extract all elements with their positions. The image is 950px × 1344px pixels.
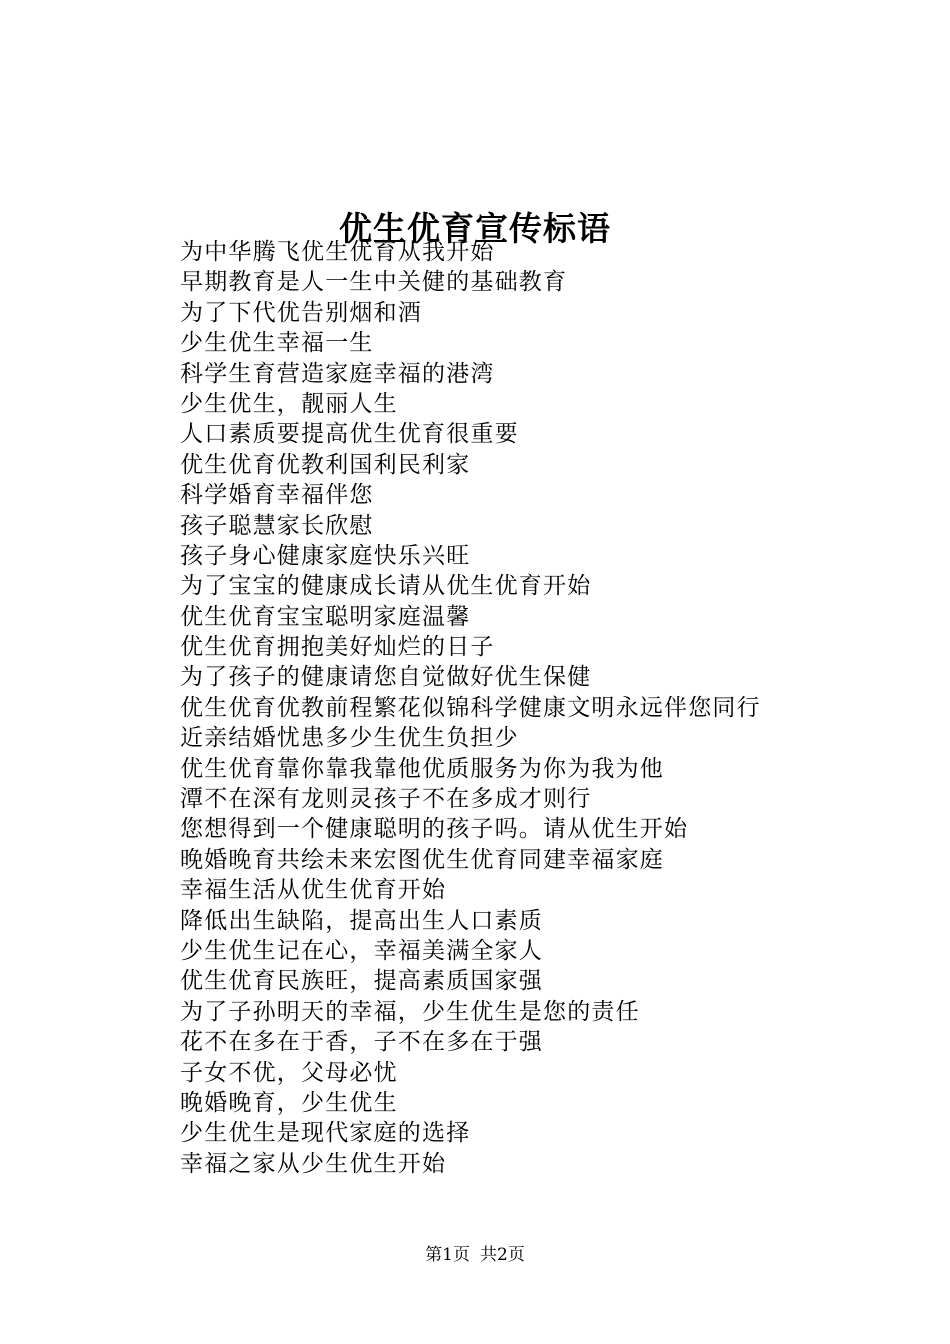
slogan-line: 少生优生记在心，幸福美满全家人: [180, 937, 543, 964]
page-footer: [0, 1244, 950, 1266]
slogan-line: 为了孩子的健康请您自觉做好优生保健: [180, 664, 592, 691]
page-number-current: 第1页: [425, 1245, 470, 1265]
slogan-line: 人口素质要提高优生优育很重要: [180, 421, 519, 448]
slogan-line: 为了宝宝的健康成长请从优生优育开始: [180, 573, 592, 600]
slogan-line: 幸福生活从优生优育开始: [180, 877, 447, 904]
slogan-line: 优生优育靠你靠我靠他优质服务为你为我为他: [180, 755, 664, 782]
slogan-line: 您想得到一个健康聪明的孩子吗。请从优生开始: [180, 816, 689, 843]
slogan-line: 孩子聪慧家长欣慰: [180, 512, 374, 539]
slogan-line: 科学婚育幸福伴您: [180, 482, 374, 509]
slogan-line: 子女不优，父母必忧: [180, 1059, 398, 1086]
page-title: 优生优育宣传标语: [339, 209, 611, 249]
slogan-line: 少生优生是现代家庭的选择: [180, 1120, 471, 1147]
slogan-line: 为了下代优告别烟和酒: [180, 299, 422, 326]
slogan-line: 晚婚晚育，少生优生: [180, 1089, 398, 1116]
slogan-line: 为中华腾飞优生优育从我开始: [180, 239, 495, 265]
slogan-line: 优生优育优教前程繁花似锦科学健康文明永远伴您同行: [180, 694, 761, 721]
slogan-line: 近亲结婚忧患多少生优生负担少: [180, 725, 519, 752]
slogan-line: 花不在多在于香，子不在多在于强: [180, 1029, 543, 1056]
slogan-list: [180, 237, 761, 1179]
slogan-line: 降低出生缺陷，提高出生人口素质: [180, 907, 543, 934]
page-number-total: 共2页: [480, 1245, 525, 1265]
slogan-line: 优生优育民族旺，提高素质国家强: [180, 968, 543, 995]
slogan-line: 少生优生，靓丽人生: [180, 390, 398, 417]
slogan-line: 优生优育拥抱美好灿烂的日子: [180, 634, 495, 661]
slogan-line: 晚婚晚育共绘未来宏图优生优育同建幸福家庭: [180, 846, 664, 873]
slogan-line: 优生优育宝宝聪明家庭温馨: [180, 603, 471, 630]
slogan-line: 孩子身心健康家庭快乐兴旺: [180, 542, 471, 569]
slogan-line: 科学生育营造家庭幸福的港湾: [180, 360, 495, 387]
slogan-line: 幸福之家从少生优生开始: [180, 1150, 447, 1177]
slogan-line: 少生优生幸福一生: [180, 330, 374, 357]
slogan-line: 优生优育优教利国利民利家: [180, 451, 471, 478]
slogan-line: 早期教育是人一生中关健的基础教育: [180, 269, 568, 296]
slogan-line: 潭不在深有龙则灵孩子不在多成才则行: [180, 786, 592, 813]
slogan-line: 为了子孙明天的幸福，少生优生是您的责任: [180, 998, 640, 1025]
